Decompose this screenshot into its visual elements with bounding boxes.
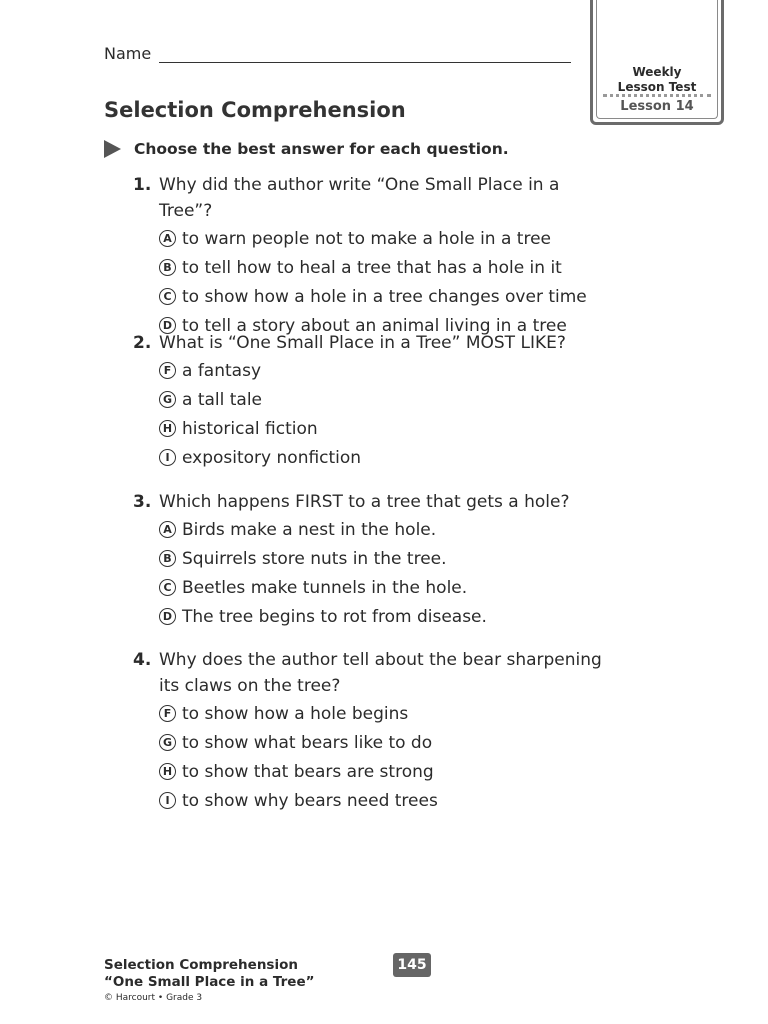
answer-choice-a[interactable] [159,515,613,544]
question-2 [133,330,613,472]
answer-choice-f[interactable] [159,699,613,728]
answer-bubble[interactable]: I [159,449,176,466]
choice-text: to show why bears need trees [182,790,438,811]
test-box-heading [593,65,721,95]
footer [104,957,314,1005]
weekly-lesson-test-box [590,0,724,125]
answer-bubble[interactable]: G [159,391,176,408]
answer-bubble[interactable]: H [159,420,176,437]
answer-choice-a[interactable] [159,224,613,253]
choice-text: a tall tale [182,389,263,410]
question-number: 3. [133,492,152,512]
answer-bubble[interactable]: B [159,550,176,567]
footer-selection-title: “One Small Place in a Tree” [104,974,315,990]
choice-text: to show that bears are strong [182,761,434,782]
question-4 [133,647,613,815]
question-stem [133,172,613,224]
choice-text: to show how a hole in a tree changes over time [182,286,587,307]
choice-text: expository nonfiction [182,447,362,468]
question-number: 2. [133,333,152,353]
answer-bubble[interactable]: D [159,608,176,625]
choice-text: to show what bears like to do [182,732,433,753]
choice-text: Birds make a nest in the hole. [182,519,437,540]
answer-choice-d[interactable] [159,602,613,631]
test-box-lesson-number: Lesson 14 [620,99,694,114]
question-text: Why does the author tell about the bear sharpening its claws on the tree? [159,650,602,696]
answer-bubble[interactable]: A [159,230,176,247]
answer-choice-g[interactable] [159,728,613,757]
answer-bubble[interactable]: A [159,521,176,538]
choice-text: The tree begins to rot from disease. [182,606,487,627]
answer-bubble[interactable]: C [159,288,176,305]
answer-bubble[interactable]: G [159,734,176,751]
answer-bubble[interactable]: D [159,317,176,334]
answer-bubble[interactable]: F [159,705,176,722]
question-stem [133,330,613,356]
question-text: What is “One Small Place in a Tree” MOST LIKE? [159,333,566,353]
test-box-dots [603,94,711,97]
directions [104,140,509,158]
question-stem [133,647,613,699]
answer-choice-h[interactable] [159,414,613,443]
choice-text: to tell a story about an animal living in a tree [182,315,567,336]
question-text: Which happens FIRST to a tree that gets a hole? [159,492,570,512]
choice-text: Squirrels store nuts in the tree. [182,548,447,569]
choice-text: to tell how to heal a tree that has a hole in it [182,257,562,278]
answer-choice-h[interactable] [159,757,613,786]
footer-section-title: Selection Comprehension [104,957,298,973]
answer-bubble[interactable]: H [159,763,176,780]
answer-choice-c[interactable] [159,573,613,602]
name-label: Name [104,44,152,63]
answer-choice-f[interactable] [159,356,613,385]
name-line [159,48,571,63]
question-text: Why did the author write “One Small Place in a Tree”? [159,175,560,221]
name-row [104,44,571,63]
arrow-icon [104,140,121,158]
question-1 [133,172,613,340]
choice-text: to warn people not to make a hole in a tree [182,228,551,249]
answer-choice-i[interactable] [159,443,613,472]
question-number: 4. [133,650,152,670]
test-box-lesson-test: Lesson Test [617,80,697,94]
answer-choice-b[interactable] [159,544,613,573]
choice-text: to show how a hole begins [182,703,409,724]
choice-text: historical fiction [182,418,318,439]
choice-text: a fantasy [182,360,261,381]
answer-bubble[interactable]: F [159,362,176,379]
directions-text: Choose the best answer for each question. [134,140,509,158]
choice-text: Beetles make tunnels in the hole. [182,577,468,598]
footer-copyright: © Harcourt • Grade 3 [104,993,203,1003]
question-stem [133,489,613,515]
answer-bubble[interactable]: I [159,792,176,809]
answer-choice-b[interactable] [159,253,613,282]
test-box-weekly: Weekly [632,65,682,79]
question-3 [133,489,613,631]
page-number: 145 [393,953,431,977]
page-title: Selection Comprehension [104,98,406,122]
answer-choice-g[interactable] [159,385,613,414]
question-number: 1. [133,175,152,195]
answer-choice-i[interactable] [159,786,613,815]
answer-choice-c[interactable] [159,282,613,311]
answer-bubble[interactable]: C [159,579,176,596]
answer-bubble[interactable]: B [159,259,176,276]
